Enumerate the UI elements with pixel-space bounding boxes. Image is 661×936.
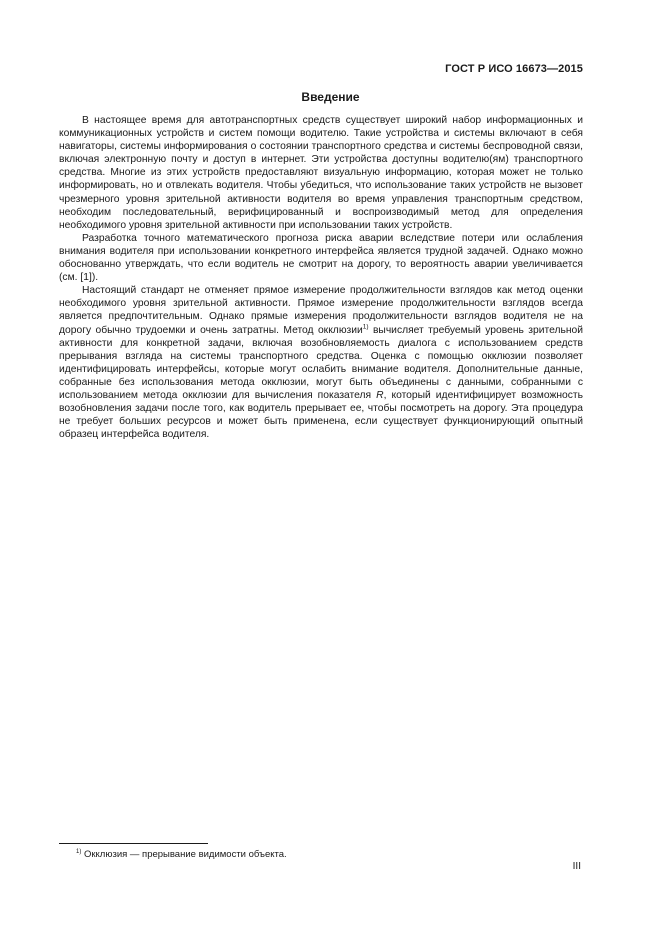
footnote-text: Окклюзия — прерывание видимости объекта. <box>81 849 287 860</box>
paragraph <box>59 284 583 441</box>
paragraph <box>59 114 583 232</box>
paragraph-text: Разработка точного математического прогноза риска аварии вследствие потери или ослабления внимания водителя при использовании конкретного интерфейса является трудной задачей. Однако можно обоснованно утверждать, что если водитель не смотрит на дорогу, то вероятность аварии увеличивается (см. [1]). <box>59 232 583 284</box>
footnote-marker: 1) <box>76 848 82 855</box>
paragraph-text: , который идентифицирует возможность возобновления задачи после того, как водитель прерывает ее, чтобы посмотреть на дорогу. Эта процедура не требует больших ресурсов и может быть применена, если существует функционирующий опытный образец интерфейса водителя. <box>59 389 583 441</box>
footnote-divider <box>59 843 208 844</box>
footnote-reference[interactable]: 1) <box>362 323 369 331</box>
paragraph-text: Настоящий стандарт не отменяет прямое измерение продолжительности взглядов как метод оценки необходимого уровня зрительной активности. Прямое измерение продолжительности взглядов всегда является предпочтительным. Однако прямые измерения продолжительности взглядов водителя не на дорогу обычно трудоемки и очень затратны. Метод окклюзии <box>59 285 583 336</box>
paragraph-text: вычисляет требуемый уровень зрительной активности для конкретной задачи, включая возобновляемость диалога с использованием средств прерывания взгляда на системы транспортного средства. Оценка с помощью окклюзии позволяет идентифицировать интерфейсы, которые могут ослабить внимание водителя. Дополнительные данные, собранные без использования метода окклюзии, могут быть объединены с данными, собранными с использованием метода окклюзии для вычисления показателя <box>59 324 583 401</box>
section-title: Введение <box>301 90 360 104</box>
document-code: ГОСТ Р ИСО 16673—2015 <box>445 63 583 75</box>
index-symbol: R <box>376 389 384 401</box>
page-number: III <box>572 861 581 872</box>
paragraph <box>59 232 583 284</box>
paragraph-text: В настоящее время для автотранспортных средств существует широкий набор информационных и коммуникационных устройств и систем помощи водителю. Такие устройства и системы включают в себя навигаторы, системы информирования о состоянии транспортного средства и системы беспроводной связи, включая электронную почту и доступ в интернет. Эти устройства доступны водителю(ям) транспортного средства. Многие из этих устройств предоставляют визуальную информацию, которая может не только информировать, но и отвлекать водителя. Чтобы убедиться, что использование таких устройств не вызовет чрезмерного уровня зрительной активности водителя во время управления транспортным средством, необходим последовательный, верифицированный и воспроизводимый метод для определения необходимого уровня зрительной активности при использовании таких устройств. <box>59 115 583 231</box>
footnote <box>76 849 287 860</box>
body-text <box>59 114 583 441</box>
